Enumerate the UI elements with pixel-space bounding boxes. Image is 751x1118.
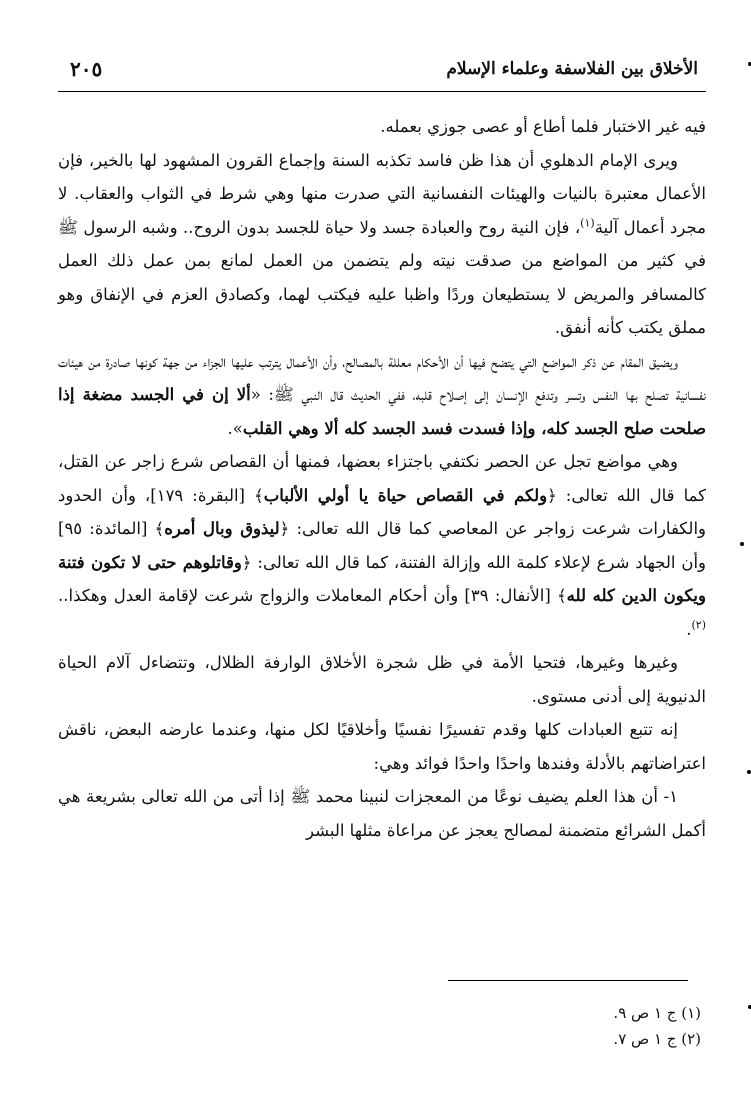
paragraph-4-text-b: ﴾ [البقرة: ١٧٩]، وأن الحدود والكفارات شرعت زواجر عن المعاصي كما قال الله تعالى: ﴿ xyxy=(58,485,707,538)
paragraph-4-text-a: وهي مواضع تجل عن الحصر نكتفي باجتزاء بعضها، فمنها أن القصاص شرع زاجر عن القتل، كما قال الله تعالى: ﴿ xyxy=(58,452,706,505)
paragraph-5 xyxy=(58,646,706,713)
margin-dot xyxy=(747,770,751,774)
paragraph-5-text: وغيرها وغيرها، فتحيا الأمة في ظل شجرة الأخلاق الوارفة الظلال، وتتضاءل آلام الحياة الدنيوية إلى أدنى مستوى. xyxy=(58,653,706,706)
quran-quote-3: وقاتلوهم حتى لا تكون فتنة ويكون الدين كله لله xyxy=(58,552,706,605)
paragraph-3-text-b: ». xyxy=(227,418,243,438)
paragraph-4 xyxy=(58,445,706,646)
running-title: الأخلاق بين الفلاسفة وعلماء الإسلام xyxy=(446,59,698,79)
footnote-separator xyxy=(448,980,688,981)
footnotes xyxy=(441,1000,701,1052)
page-number: ٢٠٥ xyxy=(70,57,103,81)
main-text xyxy=(58,110,706,847)
footnote-marker-2: (٢) xyxy=(691,618,706,631)
paragraph-3 xyxy=(58,345,706,446)
paragraph-6-text: إنه تتبع العبادات كلها وقدم تفسيرًا نفسيًا وأخلاقيًا لكل منها، وعندما عارضه البعض، ناقش اعتراضاتهم بالأدلة وفندها واحدًا واحدًا فوائد وهي: xyxy=(58,720,706,773)
paragraph-4-text-e: . xyxy=(686,619,692,639)
paragraph-2-text-b: ، فإن النية روح والعبادة جسد ولا حياة للجسد بدون الروح.. وشبه الرسول ﷺ في كثير من المواضع من صدقت نيته ولم يتضمن من العمل لمانع بمن عمل ذلك العمل كالمسافر والمريض لا يستطيعان وردًا واظبا عليه فيكتب لهما، وكصادق العزم في الإنفاق وهو مملق يكتب كأنه أنفق. xyxy=(58,217,706,337)
quran-quote-2: ليذوق وبال أمره xyxy=(164,519,280,538)
paragraph-6 xyxy=(58,713,706,780)
paragraph-2 xyxy=(58,144,706,345)
quran-quote-1: ولكم في القصاص حياة يا أولي الألباب xyxy=(263,485,548,505)
paragraph-3-text-a: ويضيق المقام عن ذكر المواضع التي يتضح فيها أن الأحكام معللة بالمصالح، وأن الأعمال يترتب عليها الجزاء من جهة كونها صادرة من هيئات نفسانية تصلح بها النفس وتسر وتدفع الإنسان إلى إصلاح قلبه، ففي الحديث قال النبي ﷺ: « xyxy=(58,351,707,404)
paragraph-4-text-c: ﴾ [المائدة: ٩٥] وأن الجهاد شرع لإعلاء كلمة الله وإزالة الفتنة، كما قال الله تعالى: ﴿ xyxy=(58,519,706,572)
page-header xyxy=(58,55,706,92)
footnote-marker-1: (١) xyxy=(580,216,595,229)
paragraph-7-text: ١- أن هذا العلم يضيف نوعًا من المعجزات لنبينا محمد ﷺ إذا أتى من الله تعالى بشريعة هي أكمل الشرائع متضمنة لمصالح يعجز عن مراعاة مثلها البشر xyxy=(58,787,706,840)
footnote-1: (١) ج ١ ص ٩. xyxy=(613,1004,701,1022)
margin-dot xyxy=(740,542,744,546)
paragraph-1-text: فيه غير الاختبار فلما أطاع أو عصى جوزي بعمله. xyxy=(380,117,706,136)
footnote-2: (٢) ج ١ ص ٧. xyxy=(613,1030,701,1048)
hadith-quote: ألا إن في الجسد مضغة إذا صلحت صلح الجسد كله، وإذا فسدت فسد الجسد كله ألا وهي القلب xyxy=(58,385,706,438)
paragraph-4-text-d: ﴾ [الأنفال: ٣٩] وأن أحكام المعاملات والزواج شرعت لإقامة العدل وهكذا.. xyxy=(58,586,567,605)
paragraph-1 xyxy=(58,110,706,144)
paragraph-2-text-a: ويرى الإمام الدهلوي أن هذا ظن فاسد تكذبه السنة وإجماع القرون المشهود لها بالخير، فإن الأعمال معتبرة بالنيات والهيئات النفسانية التي صدرت منها وهي شرط في الثواب والعقاب. لا مجرد أعمال آلية xyxy=(58,150,706,237)
paragraph-7 xyxy=(58,780,706,847)
